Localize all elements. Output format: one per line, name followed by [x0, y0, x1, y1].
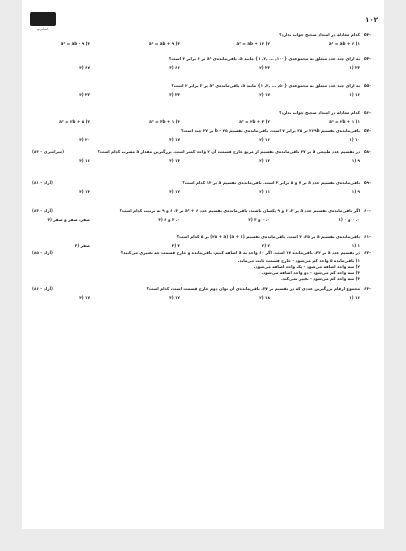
question-text: به ازای چند عدد متعلق به مجموعه‌ی {۵۰, ... ,۲, ۱} مانند a، باقی‌مانده‌ی a² بر ۳ برابر ۲ است؟ — [171, 83, 360, 88]
question-text: در تقسیم عدد طبیعی a بر ۲۷ باقی‌مانده‌ی تقسیم از مربع خارج قسمت آن ۲ واحد کمتر است. بزرگترین مقدار a مضرب کدام است؟ — [97, 149, 360, 154]
question-number: ۵۵- — [364, 83, 371, 88]
question-text: کدام معادله در امتداد صحیح جواب ندارد؟ — [279, 32, 360, 37]
answer-option: ۱۶ (۲ — [259, 137, 270, 142]
answer-option: صفر، صفر و صفر (۴ — [47, 217, 90, 222]
answer-option: ۲ (۲ — [261, 243, 270, 248]
answer-option: a² = ۲b + ۵ (۴ — [59, 119, 90, 124]
question-number: ۵۹- — [364, 180, 371, 185]
question-number: ۵۶- — [364, 110, 371, 115]
question-number: ۶۰- — [364, 208, 371, 213]
answer-option: ۱۱ (۲ — [259, 189, 270, 194]
question-number: ۵۸- — [364, 149, 371, 154]
options-row — [32, 41, 360, 46]
question-text: مجموع ارقام بزرگترین عددی که در تقسیم بر ۴۷، باقی‌مانده‌ی آن توان دوم خارج قسمت است، کدام است؟ — [146, 286, 360, 291]
book-page — [22, 0, 384, 529]
logo-mark — [30, 12, 56, 26]
answer-option: a² = ab + ۹ (۳ — [148, 41, 180, 46]
options-row — [32, 65, 360, 70]
options-row — [32, 92, 360, 97]
answer-option: ۱۷ (۳ — [169, 137, 180, 142]
answer-option: ۶۶ (۳ — [169, 65, 180, 70]
answer-option: a² = ab - ۹ (۴ — [60, 41, 90, 46]
answer-option: ۱۲ (۳ — [169, 295, 180, 300]
page-header — [22, 12, 384, 32]
question-list — [32, 32, 380, 529]
options-row — [32, 137, 360, 142]
answer-option: ۱۷ (۴ — [79, 295, 90, 300]
answer-option: ۱۶ (۱ — [349, 295, 360, 300]
answer-option: ۱۲ (۳ — [169, 189, 180, 194]
question-number: ۶۱- — [364, 234, 371, 239]
options-row — [32, 119, 360, 124]
question-text: باقی‌مانده‌ی تقسیم عدد a بر ۷ و ۵ برابر ۲ است. باقی‌مانده‌ی تقسیم a بر ۱۴ کدام است؟ — [182, 180, 360, 185]
page-number: ۱۰۲ — [365, 16, 378, 24]
source-tag: (آزاد – ۸۵) — [32, 250, 53, 255]
answer-option: ۲) سه واحد اضافه می‌شود - یک واحد اضافه می‌شود. — [253, 264, 360, 269]
question-stem — [32, 286, 380, 291]
source-tag: (آزاد – ۸۳) — [32, 208, 53, 213]
answer-option: ۳۳ (۱ — [349, 65, 360, 70]
answer-option: ۳ (۳ — [171, 243, 180, 248]
answer-option: ۲۰ (۴ — [79, 137, 90, 142]
question-text: در تقسیم عدد a بر ۲۲، باقی‌مانده ۱۷ است. اگر ۶۰ واحد به a اضافه کنیم، باقی‌مانده و خارج قسمت چه تغییری می‌کنند؟ — [120, 250, 360, 255]
answer-option: ۰، ۰ و ۰ (۱ — [338, 217, 360, 222]
question-stem — [32, 56, 380, 61]
answer-option: ۳) سه واحد کم می‌شود - دو واحد اضافه می‌شود. — [261, 270, 360, 275]
answer-option: ۳۳ (۳ — [169, 92, 180, 97]
answer-option: ۱۸ (۲ — [259, 295, 270, 300]
options-row — [32, 243, 360, 248]
options-row — [32, 295, 360, 300]
answer-option: ۱ (۱ — [351, 243, 360, 248]
answer-option: ۳۴ (۴ — [79, 92, 90, 97]
question-text: باقی‌مانده‌ی تقسیم ۲۶۹b بر ۲۵ برابر ۷ است. باقی‌مانده‌ی تقسیم b – ۲۵ بر ۲۷ چند است؟ — [180, 128, 360, 133]
options-row — [32, 158, 360, 163]
question-number: ۵۷- — [364, 128, 371, 133]
answer-option: ۹ (۱ — [351, 189, 360, 194]
source-tag: (آزاد – ۸۶) — [32, 286, 53, 291]
options-row — [32, 189, 360, 194]
question-text: باقی‌مانده‌ی تقسیم a بر ۲۵، ۴ است. باقی‌مانده‌ی تقسیم (a + ۱) (۲۵ + a) بر ۵ کدام است؟ — [176, 234, 360, 239]
question-stem — [32, 128, 380, 133]
question-stem — [32, 180, 380, 185]
answer-option: ۱۷ (۲ — [259, 92, 270, 97]
answer-option: a² = ۳b + ۱ (۳ — [149, 119, 180, 124]
answer-option: a² = ab + ۱۲ (۲ — [236, 41, 270, 46]
source-tag: (سراسری – ۸۴) — [32, 149, 64, 154]
question-number: ۶۳- — [364, 286, 371, 291]
answer-option: ۱۰ (۱ — [349, 137, 360, 142]
answer-option: a² = ۲b + ۱ (۱ — [329, 119, 360, 124]
answer-option: ۹ (۱ — [351, 158, 360, 163]
question-number: ۶۲- — [364, 250, 371, 255]
question-stem — [32, 83, 380, 88]
source-tag: (آزاد – ۸۱) — [32, 180, 53, 185]
answer-option: ۰، ۰ و ۳ (۲ — [248, 217, 270, 222]
question-number: ۵۳- — [364, 32, 371, 37]
answer-option: ۱۶ (۱ — [349, 92, 360, 97]
logo-wordmark: حسابی‌نو — [37, 27, 49, 31]
answer-option: ۳۴ (۲ — [259, 65, 270, 70]
answer-option: a² = ۲b + ۳ (۲ — [239, 119, 270, 124]
question-text: کدام معادله در امتداد صحیح جواب ندارد؟ — [279, 110, 360, 115]
answer-option: ۱۳ (۴ — [79, 189, 90, 194]
answer-option: ۱۲ (۲ — [259, 158, 270, 163]
answer-option: ۰، ۳ و ۶ (۳ — [158, 217, 180, 222]
question-number: ۵۴- — [364, 56, 371, 61]
answer-option: ۱۳ (۳ — [169, 158, 180, 163]
question-stem — [32, 110, 380, 115]
options-row — [32, 217, 360, 222]
question-text: به ازای چند عدد متعلق به مجموعه‌ی {۱۰۰, ... ,۲, ۱} مانند a، باقی‌مانده‌ی a² بر ۶ برابر ۴ است؟ — [168, 56, 360, 61]
question-text: اگر باقی‌مانده‌ی تقسیم عدد a بر ۳، ۶ و ۹ یکسان باشند، باقی‌مانده‌ی تقسیم عدد ۶ + a² بر ۳، ۶ و ۹ به ترتیب کدام است؟ — [119, 208, 360, 213]
answer-option: ۱۶ (۴ — [79, 158, 90, 163]
question-stem — [32, 208, 380, 213]
question-stem — [32, 234, 380, 239]
question-stem — [32, 32, 380, 37]
answer-option: ۱) باقی‌مانده ۵ واحد کم می‌شود - خارج قسمت ثابت می‌ماند. — [237, 258, 360, 263]
question-stem — [32, 149, 380, 154]
answer-option: a² = ab + ۶ (۱ — [328, 41, 360, 46]
answer-option: ۴) سه واحد کم می‌شود - تغییر نمی‌کند. — [281, 276, 360, 281]
question-stem — [32, 250, 380, 255]
publisher-logo — [30, 12, 56, 32]
answer-option: صفر (۴ — [74, 243, 90, 248]
answer-option: ۶۷ (۴ — [79, 65, 90, 70]
